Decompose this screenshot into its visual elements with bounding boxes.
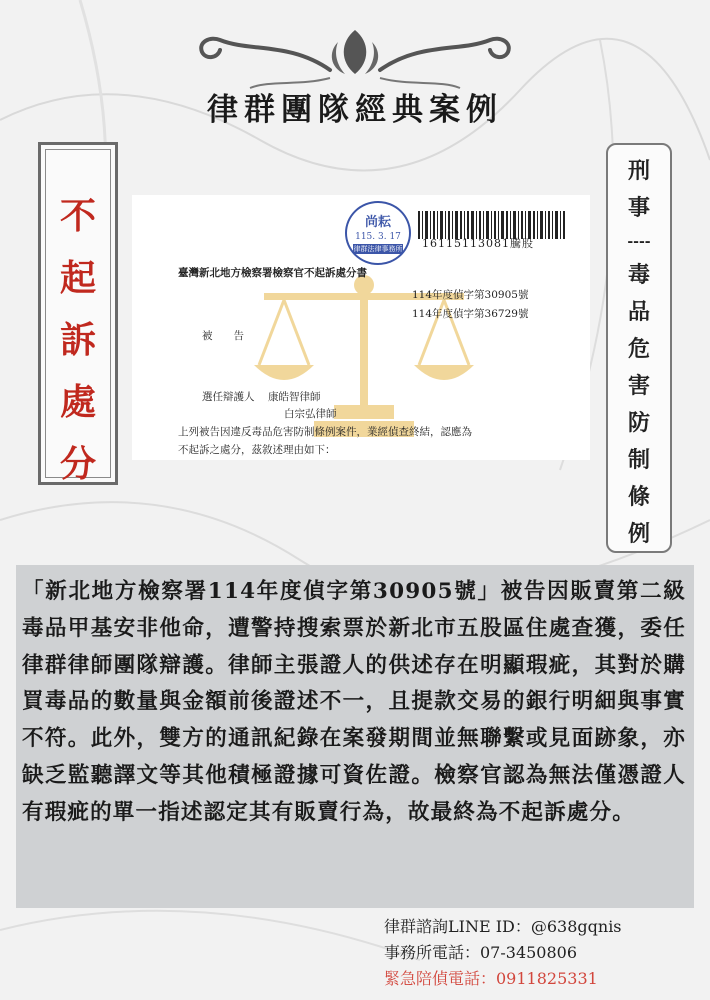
case-number-2: 114年度偵字第36729號 xyxy=(412,308,529,320)
category-char: 事 xyxy=(627,195,650,221)
result-char: 訴 xyxy=(59,319,96,361)
result-char: 處 xyxy=(59,381,96,423)
line-id: 律群諮詢LINE ID：@638gqnis xyxy=(384,917,622,936)
stamp-name: 尚耘 xyxy=(364,215,391,230)
case-number-1: 114年度偵字第30905號 xyxy=(412,289,529,301)
stamp-date: 115. 3. 17 xyxy=(355,232,401,242)
document-office-title: 臺灣新北地方檢察署檢察官不起訴處分書 xyxy=(178,267,367,279)
category-char: 條 xyxy=(627,484,650,510)
defender-2: 白宗弘律師 xyxy=(284,408,337,420)
title-ornament xyxy=(180,22,530,92)
category-char: 危 xyxy=(627,336,650,362)
result-label xyxy=(41,185,115,495)
category-char: 刑 xyxy=(627,158,650,184)
case-description: 「新北地方檢察署114年度偵字第30905號」被告因販賣第二級毒品甲基安非他命，遭警持搜索票於新北市五股區住處查獲，委任律群律師團隊辯護。律師主張證人的供述存在明顯瑕疵，其對於購買毒品的數量與金額前後證述不一，且提款交易的銀行明細與事實不符。此外，雙方的通訊紀錄在案發期間並無聯繫或見面跡象，亦缺乏監聽譯文等其他積極證據可資佐證。檢察官認為無法僅憑證人有瑕疵的單一指述認定其有販賣行為，故最終為不起訴處分。 xyxy=(22,579,686,825)
case-description-box xyxy=(16,565,694,908)
document-text-line-2: 不起訴之處分，茲敘述理由如下： xyxy=(178,444,336,456)
emergency-phone: 緊急陪偵電話：0911825331 xyxy=(384,969,598,988)
result-panel xyxy=(38,142,118,485)
document-text-line-1: 上列被告因違反毒品危害防制條例案件，業經偵查終結，認應為 xyxy=(178,426,472,438)
category-char: 防 xyxy=(627,410,650,436)
category-char: 害 xyxy=(627,373,650,399)
defender-label: 選任辯護人 xyxy=(202,391,255,403)
category-char: 品 xyxy=(627,299,650,325)
category-label xyxy=(608,153,670,553)
category-char: 例 xyxy=(627,521,650,547)
barcode-number: 16115113081騰股 xyxy=(422,237,534,250)
page-title: 律群團隊經典案例 xyxy=(207,92,503,128)
result-char: 起 xyxy=(59,257,96,299)
result-char: 不 xyxy=(59,195,96,237)
category-panel xyxy=(606,143,672,553)
document-scan xyxy=(132,195,590,460)
defendant-label: 被 告 xyxy=(202,330,244,342)
category-char: 制 xyxy=(627,447,650,473)
office-phone: 事務所電話：07-3450806 xyxy=(384,943,578,962)
category-char: 毒 xyxy=(627,262,650,288)
category-divider: ---- xyxy=(627,234,651,250)
defender-1: 康皓智律師 xyxy=(268,391,321,403)
stamp-firm: 律群法律事務所 xyxy=(353,245,403,253)
received-stamp xyxy=(345,201,411,265)
result-char: 分 xyxy=(59,443,96,485)
contact-info xyxy=(384,914,622,992)
